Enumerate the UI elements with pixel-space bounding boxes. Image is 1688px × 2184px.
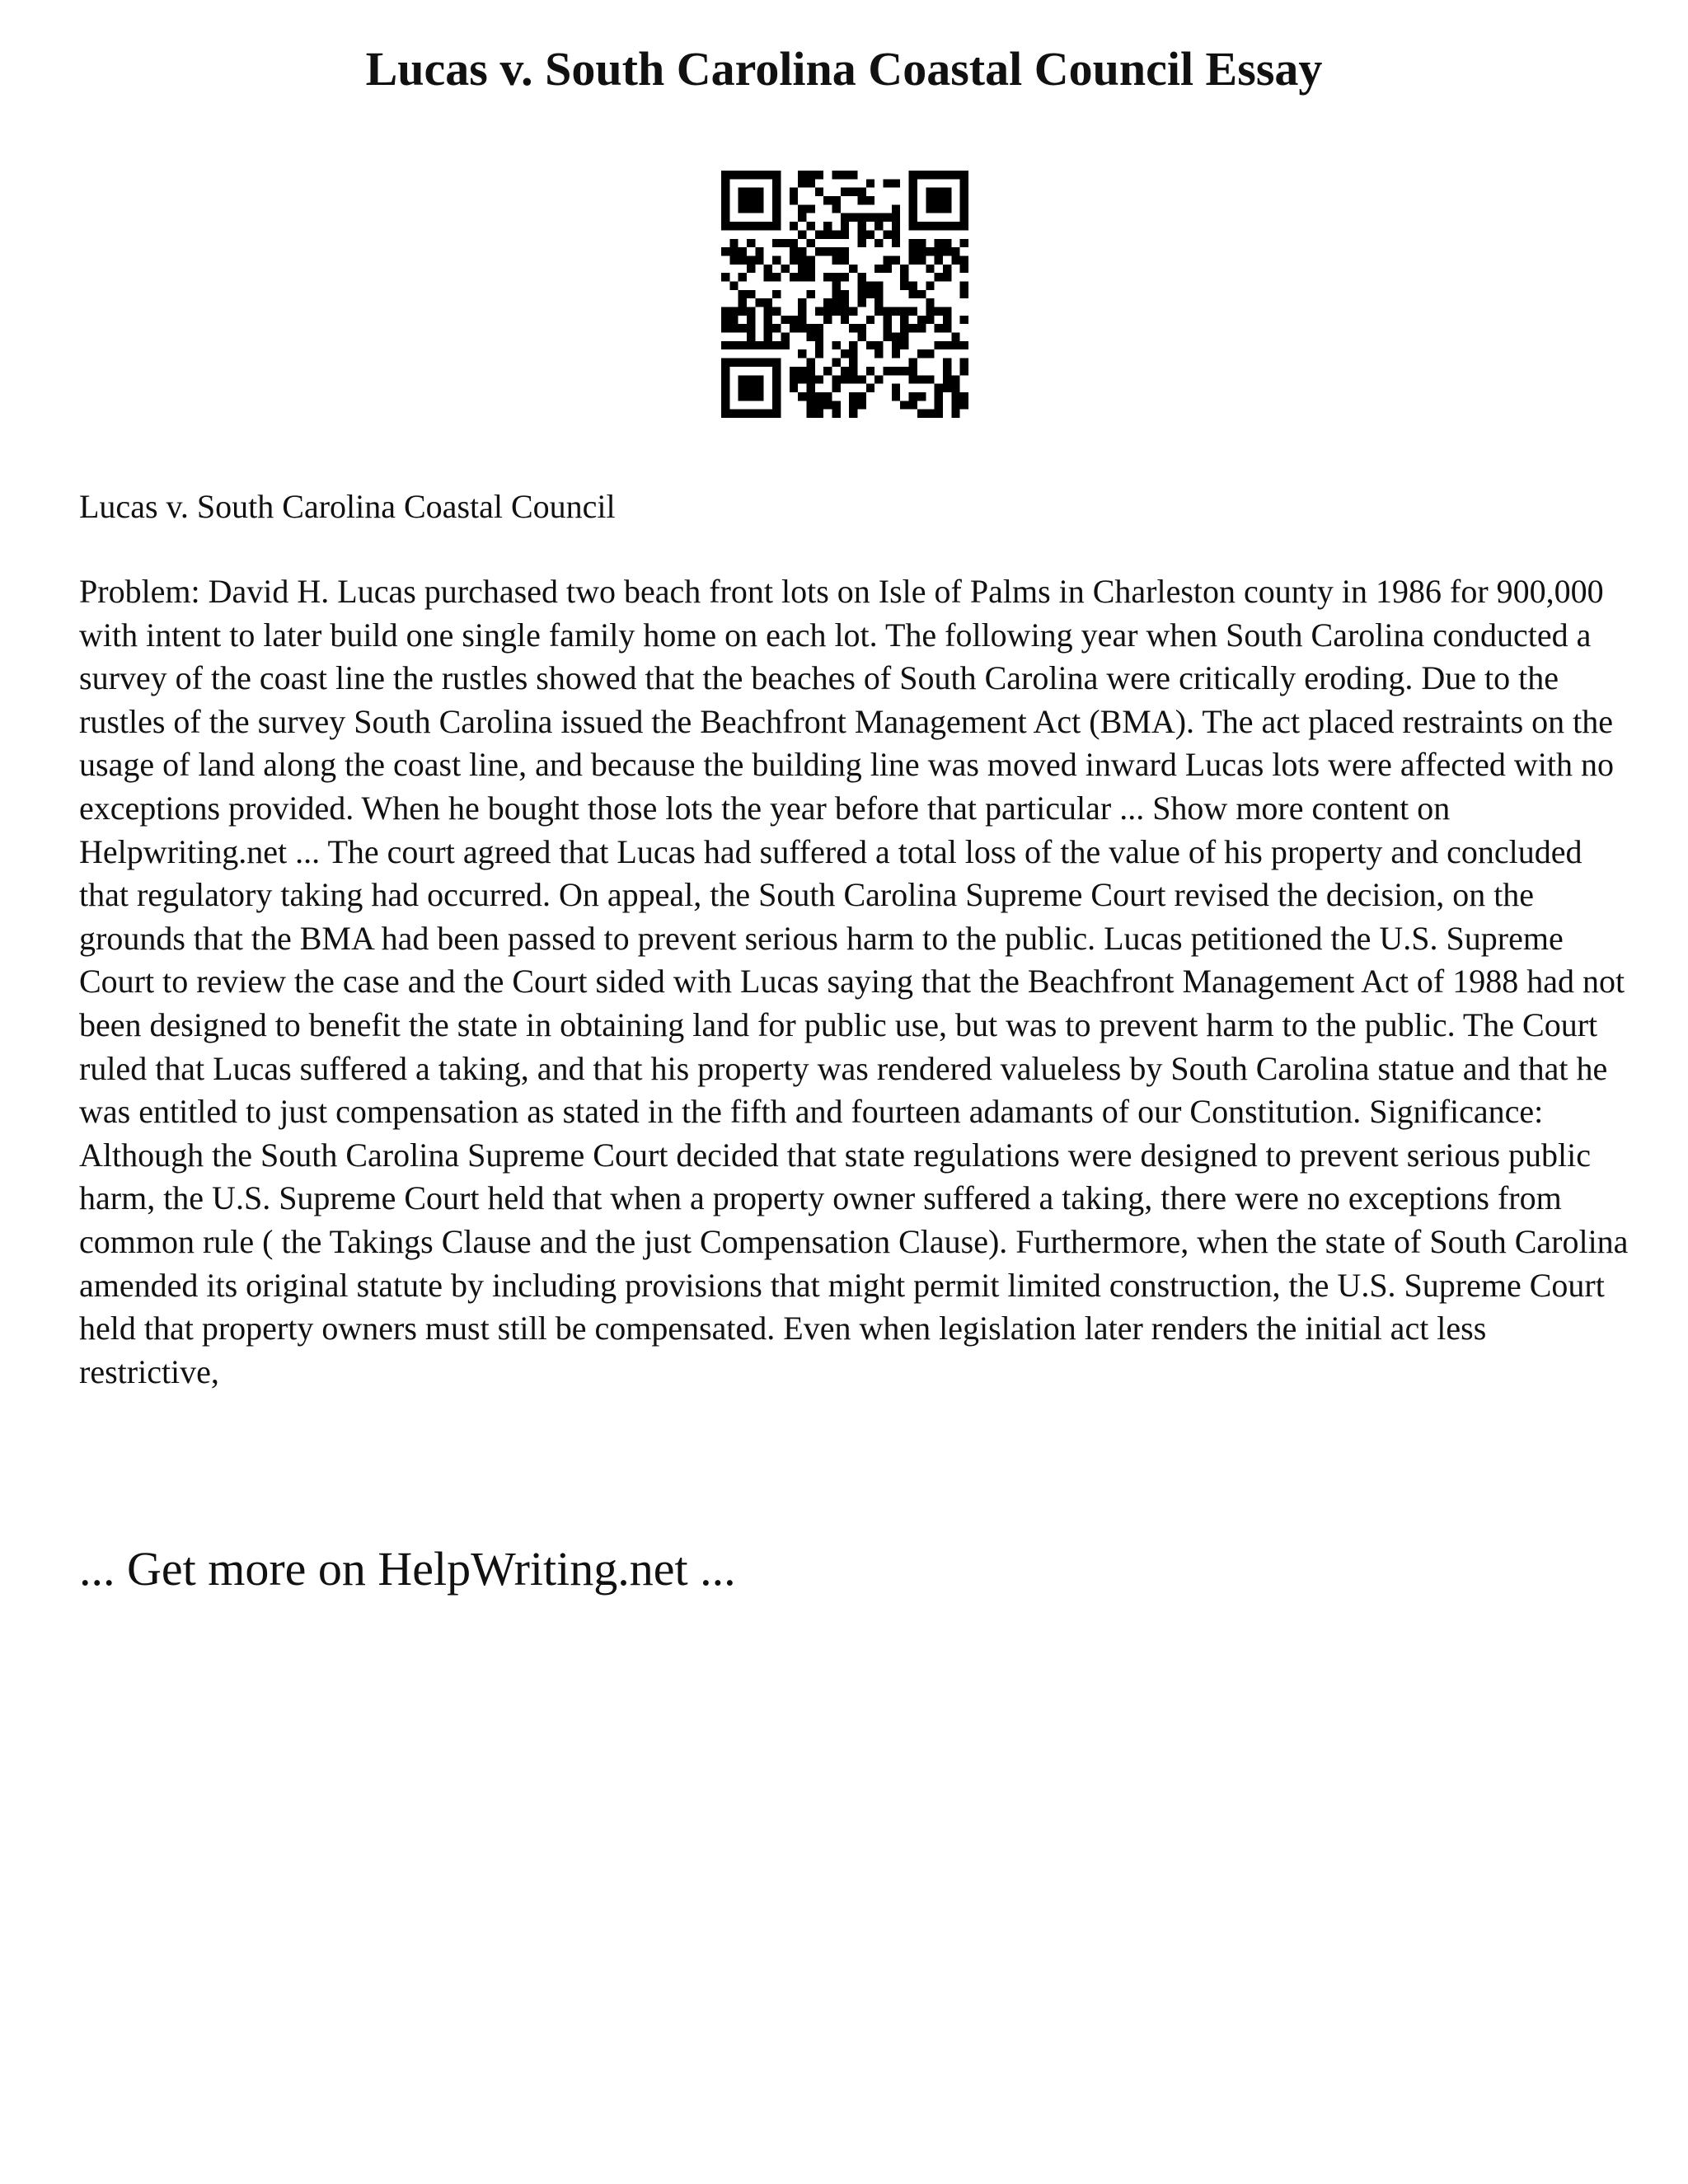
essay-body: Problem: David H. Lucas purchased two beach front lots on Isle of Palms in Charleston county in 1986 for 900,000 with intent to later build one single family home on each lot. The following year when South Carolina conducted a survey of the coast line the rustles showed that the beaches of South Carolina were critically eroding. Due to the rustles of the survey South Carolina issued the Beachfront Management Act (BMA). The act placed restraints on the usage of land along the coast line, and because the building line was moved inward Lucas lots were affected with no exceptions provided. When he bought those lots the year before that particular ... Show more content on Helpwriting.net ... The court agreed that Lucas had suffered a total loss of the value of his property and concluded that regulatory taking had occurred. On appeal, the South Carolina Supreme Court revised the decision, on the grounds that the BMA had been passed to prevent serious harm to the public. Lucas petitioned the U.S. Supreme Court to review the case and the Court sided with Lucas saying that the Beachfront Management Act of 1988 had not been designed to benefit the state in obtaining land for public use, but was to prevent harm to the public. The Court ruled that Lucas suffered a taking, and that his property was rendered valueless by South Carolina statue and that he was entitled to just compensation as stated in the fifth and fourteen adamants of our Constitution. Significance: Although the South Carolina Supreme Court decided that state regulations were designed to prevent serious public harm, the U.S. Supreme Court held that when a property owner suffered a taking, there were no exceptions from common rule ( the Takings Clause and the just Compensation Clause). Furthermore, when the state of South Carolina amended its original statute by including provisions that might permit limited construction, the U.S. Supreme Court held that property owners must still be compensated. Even when legislation later renders the initial act less restrictive, xyxy=(79,573,1629,1390)
get-more-link[interactable]: ... Get more on HelpWriting.net ... xyxy=(79,1542,736,1596)
document-subtitle: Lucas v. South Carolina Coastal Council xyxy=(79,488,616,525)
page-title: Lucas v. South Carolina Coastal Council Essay xyxy=(365,42,1323,96)
qr-code-icon xyxy=(721,171,968,418)
